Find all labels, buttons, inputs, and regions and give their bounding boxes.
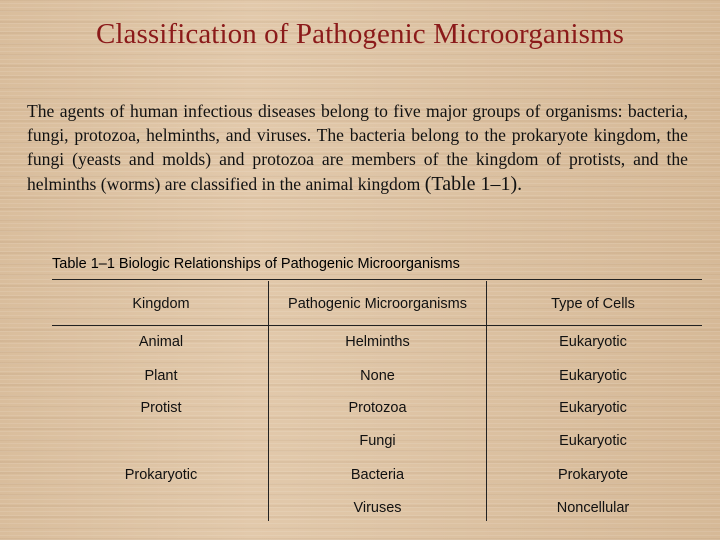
intro-paragraph <box>27 99 688 196</box>
header-pathogenic-microorganisms: Pathogenic Microorganisms <box>288 296 467 312</box>
header-type-of-cells: Type of Cells <box>551 296 635 312</box>
table-cell-kingdom: Protist <box>140 400 182 416</box>
table-reference: (Table 1–1). <box>424 172 523 195</box>
table-cell-cell-type: Prokaryote <box>557 467 629 483</box>
header-rule <box>52 325 702 326</box>
table-cell-kingdom: Plant <box>144 368 178 384</box>
column-divider-1 <box>268 281 269 521</box>
table-cell-microorganism: Helminths <box>345 334 410 350</box>
table-cell-kingdom: Animal <box>138 334 184 350</box>
table-cell-microorganism: Fungi <box>359 433 396 449</box>
table-cell-microorganism: Protozoa <box>348 400 407 416</box>
table-cell-kingdom: Prokaryotic <box>124 467 198 483</box>
table-cell-cell-type: Eukaryotic <box>559 400 627 416</box>
table-cell-microorganism: Bacteria <box>350 467 405 483</box>
column-divider-2 <box>486 281 487 521</box>
table-cell-cell-type: Eukaryotic <box>559 433 627 449</box>
slide-title: Classification of Pathogenic Microorganisms <box>95 18 625 50</box>
header-kingdom: Kingdom <box>132 296 190 312</box>
caption-rule <box>52 279 702 280</box>
paragraph-text: The agents of human infectious diseases belong to five major groups of organisms: bacteria, fungi, protozoa, helminths, and viruses. The bacteria belong to the prokaryote kingdom, the fungi (yeasts and molds) and protozoa are members of the kingdom of protists, and the helminths (worms) are classified in the animal kingdom <box>27 101 688 194</box>
table-cell-cell-type: Eukaryotic <box>559 334 627 350</box>
table-caption: Table 1–1 Biologic Relationships of Pathogenic Microorganisms <box>52 256 460 272</box>
table-cell-cell-type: Noncellular <box>556 500 630 516</box>
table-cell-microorganism: None <box>360 368 395 384</box>
table-cell-microorganism: Viruses <box>353 500 402 516</box>
table-cell-cell-type: Eukaryotic <box>559 368 627 384</box>
